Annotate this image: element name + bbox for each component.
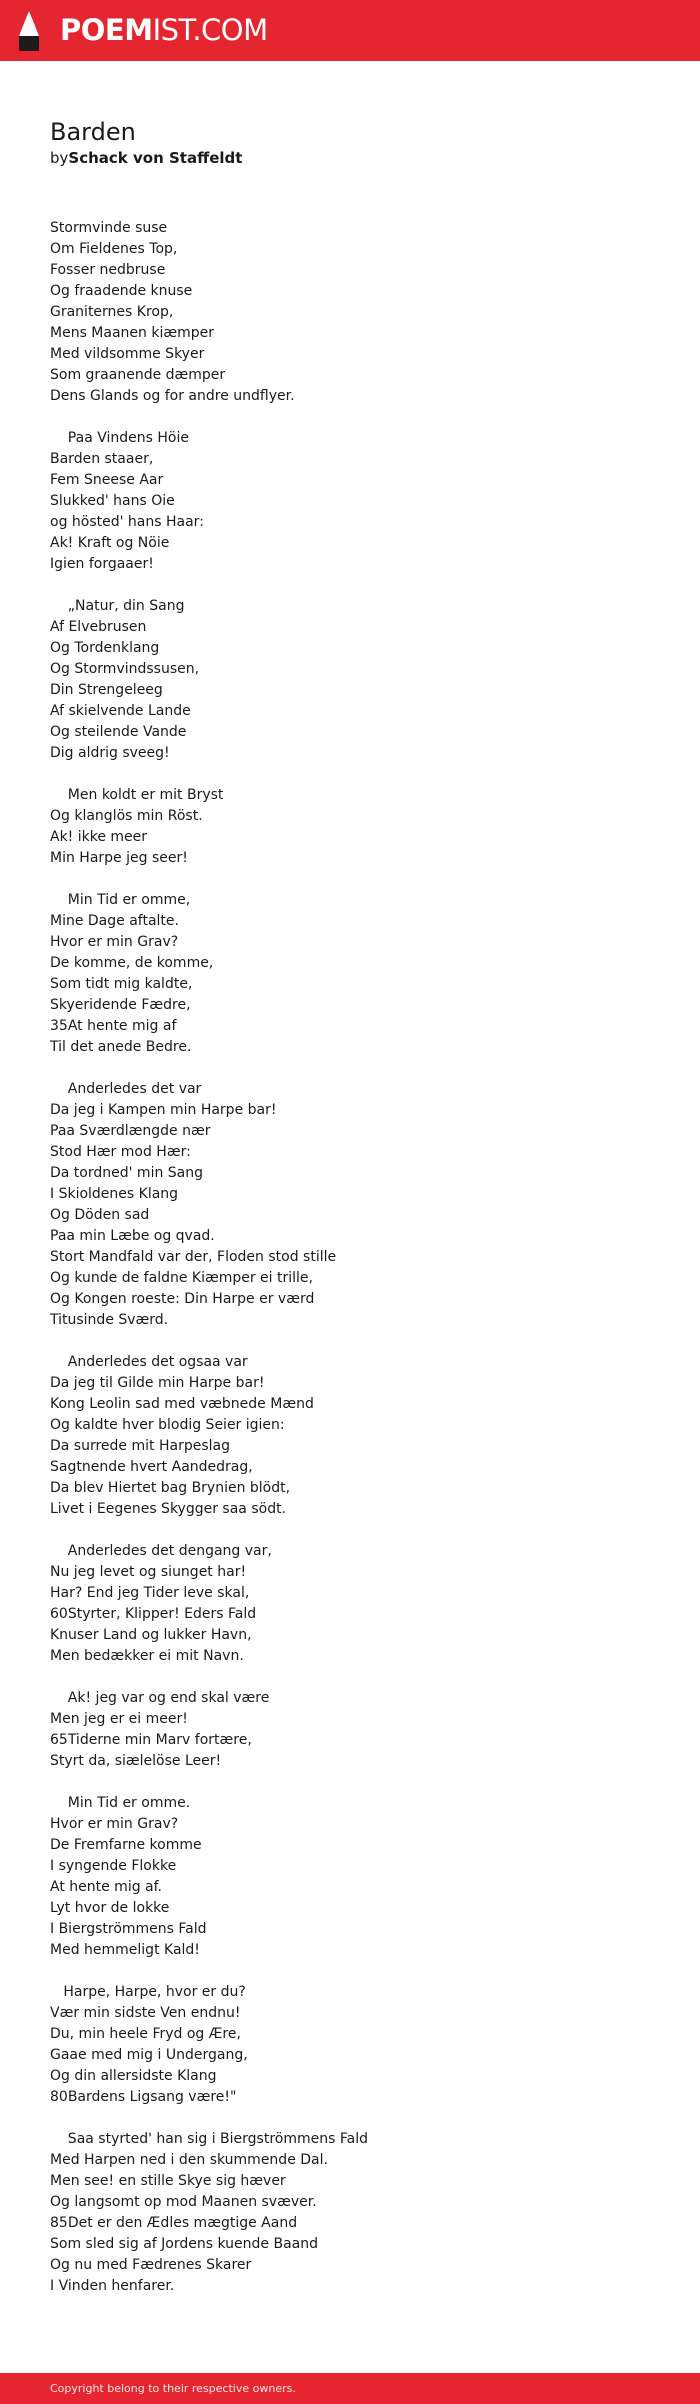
poem-line: Titusinde Sværd. [50,1312,169,1328]
poem-line [50,2108,650,2129]
poem-line: Saa styrted' han sig i Biergströmmens Fald [50,2131,368,2147]
pencil-icon [18,10,40,52]
logo-text [60,13,268,47]
poem-line: Anderledes det var [50,1081,202,1097]
poem-line: Som sled sig af Jordens kuende Baand [50,2236,318,2252]
site-footer [0,2373,700,2404]
poem-line: Og din allersidste Klang [50,2068,217,2084]
by-label: by [50,149,69,167]
poem-line: Livet i Eegenes Skygger saa södt. [50,1501,287,1517]
site-logo-link[interactable] [18,10,268,52]
poem-line: Og Tordenklang [50,640,160,656]
poem-line: De komme, de komme, [50,955,214,971]
poem-line: 60Styrter, Klipper! Eders Fald [50,1606,257,1622]
poem-line: Men see! en stille Skye sig hæver [50,2173,286,2189]
poem-line: Og fraadende knuse [50,283,193,299]
poem-byline [50,146,242,170]
poem-line: Da jeg til Gilde min Harpe bar! [50,1375,265,1391]
poem-line: Stod Hær mod Hær: [50,1144,191,1160]
poem-line: Knuser Land og lukker Havn, [50,1627,252,1643]
poem-line [50,1667,650,1688]
poem-line: Med vildsomme Skyer [50,346,205,362]
poem-line: Om Fieldenes Top, [50,241,178,257]
poem-line: Da surrede mit Harpeslag [50,1438,230,1454]
poem-line: Men koldt er mit Bryst [50,787,224,803]
poem-line: Lyt hvor de lokke [50,1900,170,1916]
poem-line: Stort Mandfald var der, Floden stod stille [50,1249,337,1265]
poem-line: Og klanglös min Röst. [50,808,203,824]
poem-line: Sagtnende hvert Aandedrag, [50,1459,253,1475]
poem-line: Min Tid er omme, [50,892,191,908]
poem-line: Paa min Læbe og qvad. [50,1228,215,1244]
poem-line [50,1772,650,1793]
poem-line: Men bedækker ei mit Navn. [50,1648,244,1664]
poem-line: Min Tid er omme. [50,1795,191,1811]
poem-line: Styrt da, siælelöse Leer! [50,1753,222,1769]
poem-body [50,218,650,2297]
poem-line: Gaae med mig i Undergang, [50,2047,248,2063]
poem-line: Fem Sneese Aar [50,472,164,488]
poem-line: Kong Leolin sad med væbnede Mænd [50,1396,314,1412]
poem-line: 85Det er den Ædles mægtige Aand [50,2215,298,2231]
poem-line: Anderledes det ogsaa var [50,1354,248,1370]
poem-line: Og Döden sad [50,1207,150,1223]
poem-line: At hente mig af. [50,1879,162,1895]
poem-line: „Natur, din Sang [50,598,185,614]
poem-line: Paa Sværdlængde nær [50,1123,211,1139]
author-link[interactable]: Schack von Staffeldt [68,149,243,167]
poem-line: De Fremfarne komme [50,1837,202,1853]
poem-line: Da jeg i Kampen min Harpe bar! [50,1102,277,1118]
poem-line: Min Harpe jeg seer! [50,850,188,866]
poem-line [50,575,650,596]
poem-line: 65Tiderne min Marv fortære, [50,1732,252,1748]
poem-line: Anderledes det dengang var, [50,1543,272,1559]
poem-line: Stormvinde suse [50,220,168,236]
poem-line: I Biergströmmens Fald [50,1921,207,1937]
poem-line [50,764,650,785]
poem-line: I Vinden henfarer. [50,2278,175,2294]
poem-line: Skyeridende Fædre, [50,997,191,1013]
poem-line: Harpe, Harpe, hvor er du? [50,1984,246,2000]
poem-line: Igien forgaaer! [50,556,154,572]
poem-line: Mine Dage aftalte. [50,913,179,929]
poem-line: Og Stormvindssusen, [50,661,200,677]
poem-line: Slukked' hans Oie [50,493,175,509]
poem-line: Vær min sidste Ven endnu! [50,2005,241,2021]
poem-line: Og nu med Fædrenes Skarer [50,2257,252,2273]
poem-line: og hösted' hans Haar: [50,514,204,530]
poem-line: Af Elvebrusen [50,619,147,635]
poem-line: Som tidt mig kaldte, [50,976,193,992]
poem-line: Du, min heele Fryd og Ære, [50,2026,241,2042]
poem-line [50,1331,650,1352]
poem-line: Og Kongen roeste: Din Harpe er værd [50,1291,315,1307]
poem-line: Dens Glands og for andre undflyer. [50,388,295,404]
poem-line: Med hemmeligt Kald! [50,1942,200,1958]
poem-line [50,1520,650,1541]
poem-line: Hvor er min Grav? [50,934,179,950]
poem-line: Af skielvende Lande [50,703,191,719]
poem-line: Paa Vindens Höie [50,430,189,446]
poem-line: I Skioldenes Klang [50,1186,179,1202]
site-header [0,0,700,61]
poem-line: Og steilende Vande [50,724,187,740]
poem-line: Dig aldrig sveeg! [50,745,170,761]
poem-line: Da blev Hiertet bag Brynien blödt, [50,1480,291,1496]
poem-line: Fosser nedbruse [50,262,166,278]
poem-line: Ak! ikke meer [50,829,148,845]
poem-line: 80Bardens Ligsang være!" [50,2089,237,2105]
poem-line: Og langsomt op mod Maanen svæver. [50,2194,317,2210]
poem-line [50,1961,650,1982]
logo-text-bold: POEM [60,13,153,47]
poem-line: Har? End jeg Tider leve skal, [50,1585,250,1601]
poem-line: Barden staaer, [50,451,154,467]
poem-line: Din Strengeleeg [50,682,163,698]
poem-line: Hvor er min Grav? [50,1816,179,1832]
poem-title: Barden [50,118,136,146]
poem-line: Ak! jeg var og end skal være [50,1690,270,1706]
poem-line: I syngende Flokke [50,1858,177,1874]
poem-line [50,869,650,890]
poem-line [50,1058,650,1079]
poem-line [50,407,650,428]
poem-line: Med Harpen ned i den skummende Dal. [50,2152,328,2168]
poem-line: 35At hente mig af [50,1018,177,1034]
copyright-text: Copyright belong to their respective owners. [50,2382,296,2395]
poem-line: Og kunde de faldne Kiæmper ei trille, [50,1270,313,1286]
poem-line: Da tordned' min Sang [50,1165,204,1181]
poem-line: Ak! Kraft og Nöie [50,535,170,551]
poem-line: Til det anede Bedre. [50,1039,192,1055]
poem-line: Som graanende dæmper [50,367,226,383]
poem-line: Men jeg er ei meer! [50,1711,188,1727]
logo-text-light: IST.COM [152,13,268,47]
poem-line: Og kaldte hver blodig Seier igien: [50,1417,285,1433]
poem-line: Nu jeg levet og siunget har! [50,1564,247,1580]
poem-line: Graniternes Krop, [50,304,174,320]
poem-line: Mens Maanen kiæmper [50,325,214,341]
